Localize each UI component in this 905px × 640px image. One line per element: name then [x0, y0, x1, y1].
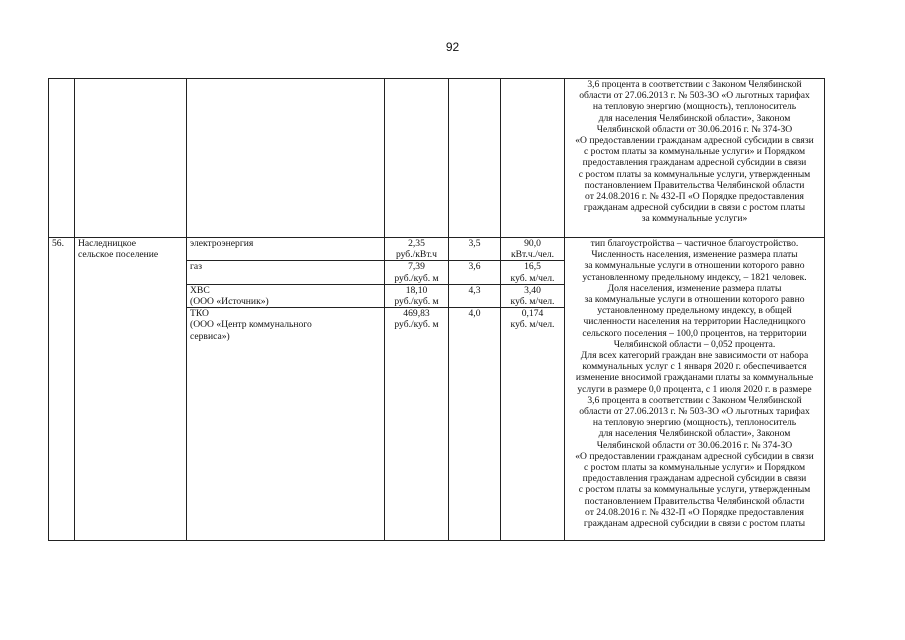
cell-number	[49, 79, 75, 238]
cell-municipality	[75, 238, 187, 541]
description-line: Численность населения, изменение размера платы	[591, 249, 798, 261]
description-line: гражданам адресной субсидии в связи с ростом платы	[583, 202, 806, 214]
description-line: сельского поселения – 100,0 процентов, на территории	[582, 327, 807, 339]
cell-tariff	[385, 238, 449, 261]
description-line: гражданам адресной субсидии в связи с ростом платы	[583, 518, 806, 530]
cell-service	[187, 79, 385, 238]
municipality-name: сельское поселение	[78, 249, 159, 261]
description-line: Для всех категорий граждан вне зависимости от набора	[580, 350, 809, 362]
service-provider: сервиса»)	[190, 330, 230, 342]
norm-unit: кВт.ч./чел.	[510, 249, 555, 261]
description-line: для населения Челябинской области», Законом	[598, 112, 791, 124]
cell-norm	[501, 284, 565, 307]
norm-value: 3,40	[524, 284, 541, 296]
norm-value: 0,174	[521, 308, 544, 320]
description-line: с ростом платы за коммунальные услуги» и Порядком	[583, 146, 806, 158]
description-line: постановлением Правительства Челябинской области	[584, 179, 805, 191]
description-line: коммунальных услуг с 1 января 2020 г. обеспечивается	[582, 361, 807, 373]
description-line: Челябинской области – 0,052 процента.	[613, 338, 776, 350]
service-provider: (ООО «Центр коммунального	[190, 319, 312, 331]
cell-service	[187, 261, 385, 284]
tariff-value: 18,10	[405, 284, 428, 296]
service-provider: (ООО «Источник»)	[190, 296, 269, 308]
service-name: электроэнергия	[190, 238, 254, 249]
cell-norm	[501, 308, 565, 541]
cell-percent: 4,0	[449, 308, 501, 541]
description-line: предоставления гражданам адресной субсидии в связи	[582, 473, 807, 485]
norm-unit: куб. м/чел.	[510, 272, 555, 284]
description-line: 3,6 процента в соответствии с Законом Челябинской	[587, 394, 802, 406]
municipality-name: Наследницкое	[78, 238, 136, 249]
norm-unit: куб. м/чел.	[510, 296, 555, 308]
description-line: услуги в размере 0,0 процента, с 1 июля 2020 г. в размере	[577, 383, 812, 395]
cell-description	[565, 238, 825, 541]
tariff-unit: руб./кВт.ч	[395, 249, 438, 261]
description-line: от 24.08.2016 г. № 432-П «О Порядке предоставления	[585, 506, 804, 518]
page-number: 92	[445, 40, 460, 54]
service-name: газ	[190, 261, 202, 273]
description-line: «О предоставлении гражданам адресной субсидии в связи	[575, 135, 814, 147]
description-line: области от 27.06.2013 г. № 503-ЗО «О льготных тарифах	[579, 406, 810, 418]
description-line: «О предоставлении гражданам адресной субсидии в связи	[575, 450, 814, 462]
description-line: установленному предельному индексу, – 1821 человек.	[582, 271, 807, 283]
tariff-unit: руб./куб. м	[394, 319, 439, 331]
description-line: на тепловую энергию (мощность), теплоноситель	[592, 417, 797, 429]
cell-tariff	[385, 284, 449, 307]
cell-municipality	[75, 79, 187, 238]
description-line: изменение вносимой гражданами платы за коммунальные	[575, 372, 814, 384]
cell-norm	[501, 238, 565, 261]
norm-value: 90,0	[524, 238, 541, 249]
cell-service	[187, 238, 385, 261]
description-line: Челябинской области от 30.06.2016 г. № 374-ЗО	[596, 123, 793, 135]
description-line: от 24.08.2016 г. № 432-П «О Порядке предоставления	[585, 191, 804, 203]
table-row-continuation	[49, 79, 825, 238]
description-line: установленному предельному индексу, в общей	[597, 305, 792, 317]
cell-number: 56.	[49, 238, 75, 541]
description-line: на тепловую энергию (мощность), теплоноситель	[592, 101, 797, 113]
tariff-value: 2,35	[408, 238, 425, 249]
description-line: области от 27.06.2013 г. № 503-ЗО «О льготных тарифах	[579, 90, 810, 102]
description-line: Доля населения, изменение размера платы	[607, 282, 782, 294]
description-line: тип благоустройства – частичное благоустройство.	[590, 238, 799, 249]
table-row	[49, 238, 825, 261]
cell-percent: 4,3	[449, 284, 501, 307]
description-line: с ростом платы за коммунальные услуги, утвержденным	[578, 168, 811, 180]
tariff-value: 469,83	[403, 308, 430, 320]
cell-service	[187, 308, 385, 541]
cell-tariff	[385, 308, 449, 541]
cell-percent: 3,5	[449, 238, 501, 261]
description-line: с ростом платы за коммунальные услуги» и Порядком	[583, 462, 806, 474]
norm-value: 16,5	[524, 261, 541, 273]
description-line: с ростом платы за коммунальные услуги, утвержденным	[578, 484, 811, 496]
cell-percent: 3,6	[449, 261, 501, 284]
service-name: ХВС	[190, 284, 210, 296]
description-line: для населения Челябинской области», Законом	[598, 428, 791, 440]
description-line: постановлением Правительства Челябинской области	[584, 495, 805, 507]
cell-percent	[449, 79, 501, 238]
cell-norm	[501, 261, 565, 284]
description-line: за коммунальные услуги в отношении которого равно	[584, 294, 805, 306]
description-line: за коммунальные услуги»	[641, 213, 748, 225]
norm-unit: куб. м/чел.	[510, 319, 555, 331]
subsidy-table	[48, 78, 825, 541]
description-line: Челябинской области от 30.06.2016 г. № 374-ЗО	[596, 439, 793, 451]
tariff-value: 7,39	[408, 261, 425, 273]
service-name: ТКО	[190, 308, 209, 320]
description-line: предоставления гражданам адресной субсидии в связи	[582, 157, 807, 169]
cell-service	[187, 284, 385, 307]
cell-tariff	[385, 261, 449, 284]
tariff-unit: руб./куб. м	[394, 272, 439, 284]
tariff-unit: руб./куб. м	[394, 296, 439, 308]
description-line: численности населения на территории Наследницкого	[583, 316, 806, 328]
cell-norm	[501, 79, 565, 238]
description-line: 3,6 процента в соответствии с Законом Челябинской	[587, 79, 802, 90]
cell-description	[565, 79, 825, 238]
description-line: за коммунальные услуги в отношении которого равно	[584, 260, 805, 272]
cell-tariff	[385, 79, 449, 238]
